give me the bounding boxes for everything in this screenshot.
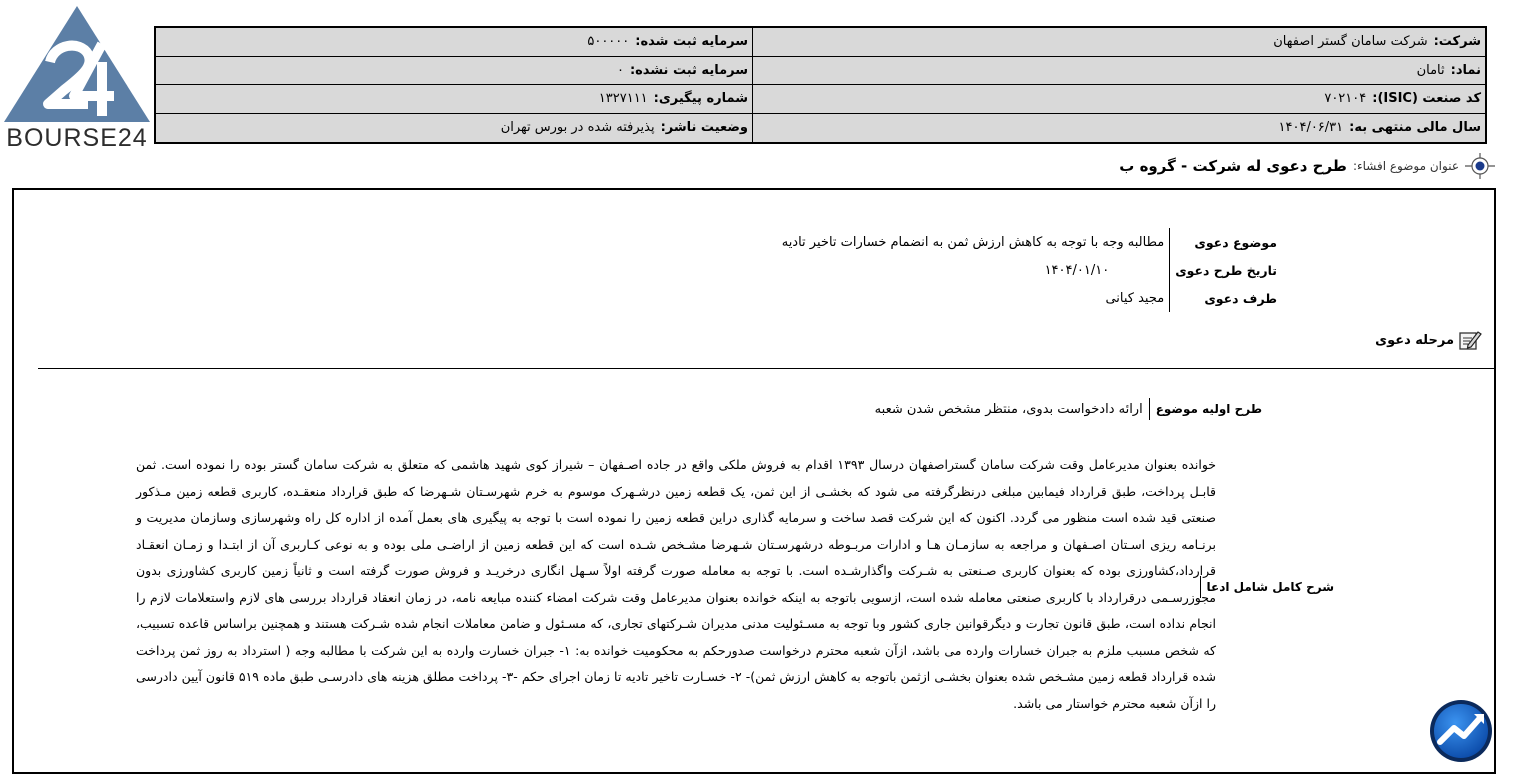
symbol-value: ثامان [1416,62,1445,78]
symbol-label: نماد: [1450,62,1481,78]
claim-stage-heading [1375,328,1482,352]
claim-date-label: تاریخ طرح دعوی [1170,256,1282,284]
company-info-table [154,26,1487,144]
capital-registered-label: سرمایه ثبت شده: [635,34,748,50]
claim-subject-label: موضوع دعوی [1170,228,1282,256]
chart-badge-icon[interactable] [1428,698,1494,764]
bourse24-logo-icon [2,4,152,126]
claim-date-value: ۱۴۰۴/۰۱/۱۰ [1044,262,1110,278]
symbol-cell [752,57,1485,86]
table-row [777,284,1282,312]
fiscal-year-cell [752,114,1485,143]
edit-document-icon [1458,328,1482,352]
tracking-value: ۱۳۲۷۱۱۱ [598,91,648,107]
company-label: شرکت: [1433,34,1481,50]
company-value: شرکت سامان گستر اصفهان [1273,34,1428,50]
capital-registered-cell [156,28,752,57]
fiscal-year-label: سال مالی منتهی به: [1349,120,1481,136]
publisher-status-value: پذیرفته شده در بورس تهران [500,120,655,136]
publisher-status-cell [156,114,752,143]
subject-label: عنوان موضوع افشاء: [1352,159,1459,173]
capital-unregistered-label: سرمایه ثبت نشده: [629,62,748,78]
capital-registered-value: ۵۰۰۰۰۰ [587,34,630,50]
target-bullet-icon [1465,153,1495,179]
claim-party-value: مجید کیانی [1105,290,1165,306]
logo-text: BOURSE24 [6,124,148,152]
claim-subject-value: مطالبه وجه با توجه به کاهش ارزش ثمن به انضمام خسارات تاخیر تادیه [781,234,1165,250]
isic-cell [752,85,1485,114]
initial-stage-row [875,398,1262,420]
subject-title: طرح دعوی له شرکت - گروه ب [1119,157,1347,175]
claim-details-panel [12,188,1496,774]
disclosure-subject [1119,153,1495,179]
bourse24-logo[interactable] [2,4,152,152]
initial-stage-value: ارائه دادخواست بدوی، منتظر مشخص شدن شعبه [874,401,1143,417]
tracking-label: شماره پیگیری: [653,91,748,107]
table-row [777,228,1282,256]
initial-stage-label: طرح اولیه موضوع [1149,398,1262,420]
claim-summary-table [777,228,1282,312]
stage-title: مرحله دعوی [1375,332,1454,348]
full-description-text: خوانده بعنوان مدیرعامل وقت شرکت سامان گستراصفهان درسال ۱۳۹۳ اقدام به فروش ملکی واقع در جاده اصـفهان – شیراز کوی شهید هاشمی که متعلق به شرکت سامان گستر بوده را نموده است. ثمن قابـل پرداخت، طبق قرارداد فیمابین مبلغی درنظرگرفته می شود که بخشـی از این ثمن، یک قطعه زمین درشـهرک موسوم به خرم شهرسـتان شـهرضا که طبق قرارداد منعقـده، کاربری قطعه زمین مـذکور صنعتی قید شده است منظور می گردد. اکنون که این شرکت قصد ساخت و سرمایه گذاری دراین قطعه زمین را نموده است با توجه به پیگیری های بعمل آمده از اداره کل راه وشهرسازی وسازمان مدیریت و برنـامه ریزی اسـتان اصـفهان و مراجعه به سازمـان هـا و ادارات مربـوطه درشهرسـتان شـهرضا مشـخص شـده است که این قطعه زمین از اراضـی ملی بوده و به نوعی کـاربری آن از ابتـدا و زمـان انعقـاد قرارداد،کشاورزی بوده که بعنوان کاربری صـنعتی به شـرکت واگذارشـده است. با توجه به معامله صورت گرفته اولاً سـهل انگاری درخریـد و فروش صورت گرفته است و ثانیاً زمین کاربری کشاورزی بدون مجوزرسـمی درقرارداد با کاربری صنعتی معامله شده است، ازسویی باتوجه به اینکه خوانده بعنوان مدیرعامل وقت شرکت امضاء کننده مبایعه نامه، در زمان انعقاد قرارداد بررسی های لازم واستعلامات لازم را انجام نداده است، طبق قانون تجارت و دیگرقوانین جاری کشور وبا توجه به مسـئولیت مدنی مدیران شـرکتهای تجاری، که مسـئول و ضامن معاملات انجام شده شـرکت هستند و همچنین براساس قاعده تسبیب، که شخص مسبب ملزم به جبران خسارات وارده می باشد، ازآن شعبه محترم درخواست صدورحکم به محکومیت خوانده به: ۱- جبران خسارت وارده به این شرکت با مطالبه وجه ( استرداد به روز ثمن پرداخت شده قرارداد قطعه زمین مشـخص شده بعنوان بخشـی ازثمن باتوجه به کاهش ارزش ثمن)- ۲- خسـارت تاخیر تادیه تا زمان اجرای حکم -۳- پرداخت مطلق هزینه های دادرسـی طبق ماده ۵۱۹ قانون آیین دادرسی را ازآن شعبه محترم خواستار می باشد. [136,457,1216,711]
publisher-status-label: وضعیت ناشر: [660,120,748,136]
capital-unregistered-cell [156,57,752,86]
capital-unregistered-value: ۰ [616,62,624,78]
full-description-label: شرح کامل شامل ادعا [1200,576,1335,598]
section-divider [38,368,1496,369]
table-row [777,256,1282,284]
fiscal-year-value: ۱۴۰۴/۰۶/۳۱ [1278,120,1344,136]
isic-value: ۷۰۲۱۰۴ [1324,91,1367,107]
claim-party-label: طرف دعوی [1170,284,1282,312]
isic-label: کد صنعت (ISIC): [1372,91,1481,107]
tracking-cell [156,85,752,114]
company-cell [752,28,1485,57]
